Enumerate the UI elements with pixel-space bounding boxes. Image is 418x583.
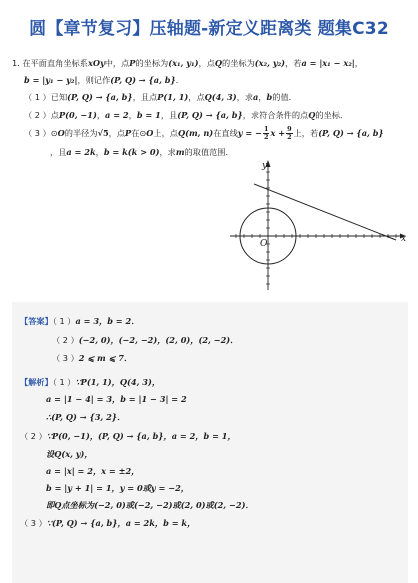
analysis-tag: 【解析】 — [20, 377, 53, 387]
fraction-denominator: 2 — [287, 133, 292, 141]
text: ，且点 — [132, 92, 158, 102]
math: (x₂, y₂) — [254, 58, 286, 68]
text: （ 1 ） — [52, 316, 76, 326]
math: (x₁, y₁) — [168, 58, 199, 68]
text: ， — [95, 147, 104, 157]
text: 在⊙ — [131, 128, 147, 138]
text: 上，若 — [293, 128, 319, 138]
answer-line-3 — [52, 352, 132, 364]
text: 的坐标． — [315, 110, 349, 120]
math: b = |y + 1| = 1，y = 0或y = −2， — [46, 483, 189, 493]
text: （ 2 ） — [20, 431, 47, 441]
math: Q(4, 3) — [204, 92, 237, 102]
analysis-line-6 — [46, 465, 139, 477]
question-part-2 — [24, 109, 348, 121]
math: P — [129, 58, 136, 68]
math: a = |x| = 2，x = ±2， — [46, 466, 140, 476]
math: O — [146, 128, 154, 138]
math: b = |y₁ − y₂| — [24, 75, 78, 85]
question-part-1 — [24, 91, 297, 103]
math: Q — [308, 110, 316, 120]
text: ，求 — [236, 92, 254, 102]
answer-line-2 — [52, 334, 238, 346]
question-part-3 — [24, 126, 384, 141]
analysis-line-3 — [46, 411, 125, 423]
text: 上，点 — [153, 128, 178, 138]
math: b — [266, 92, 273, 102]
text: ，且 — [160, 110, 178, 120]
math: a = 2 — [105, 110, 129, 120]
math: a = |x₁ − x₂| — [301, 58, 355, 68]
math: 设Q(x, y)， — [46, 449, 93, 459]
math: a = |1 − 4| = 3，b = |1 − 3| = 2 — [46, 394, 187, 404]
text: （ 2 ）点 — [24, 110, 59, 120]
text: 的值． — [272, 92, 297, 102]
analysis-line-8 — [46, 499, 254, 511]
text: ，求符合条件的点 — [242, 110, 309, 120]
math: xOy — [87, 58, 105, 68]
math: √5 — [97, 128, 109, 138]
math: 即Q点坐标为(−2, 0)或(−2, −2)或(2, 0)或(2, −2)． — [46, 500, 254, 510]
math: b = 1 — [136, 110, 161, 120]
math: O — [57, 128, 65, 138]
text: 在平面直角坐标系 — [22, 58, 88, 68]
text: 的取值范围． — [184, 147, 234, 157]
math: 2 ⩽ m ⩽ 7． — [78, 353, 133, 363]
text: （ 3 ）⊙ — [24, 128, 58, 138]
text: ． — [175, 75, 184, 85]
text: ，且 — [50, 147, 67, 157]
text: ，点 — [108, 128, 126, 138]
math: Q — [214, 58, 223, 68]
analysis-line-4 — [20, 430, 236, 442]
math: P(0, −1) — [58, 110, 97, 120]
math: (P, Q) → {a, b} — [177, 110, 243, 120]
text: ， — [354, 58, 363, 68]
analysis-line-1 — [20, 376, 160, 388]
text: ， — [96, 110, 106, 120]
question-part-3-line-2 — [50, 146, 234, 158]
math: a = 2k — [66, 147, 96, 157]
math: P(1, 1) — [157, 92, 189, 102]
math: P — [125, 128, 132, 138]
math: (P, Q) → {a, b} — [67, 92, 133, 102]
analysis-line-5 — [46, 448, 93, 460]
origin-label: O — [260, 239, 268, 249]
y-axis-label: y — [262, 161, 268, 171]
question-line-1 — [12, 57, 363, 69]
text: 的坐标为 — [135, 58, 169, 68]
coordinate-figure — [228, 158, 413, 293]
text: 在直线 — [213, 128, 238, 138]
math: ∴(P, Q) → {3, 2}． — [46, 412, 126, 422]
math: ∵P(1, 1)，Q(4, 3)， — [75, 377, 161, 387]
text: ， — [128, 110, 137, 120]
math: ∵P(0, −1)，(P, Q) → {a, b}，a = 2，b = 1， — [46, 431, 236, 441]
math: a — [253, 92, 259, 102]
math: (−2, 0)，(−2, −2)，(2, 0)，(2, −2)． — [78, 335, 239, 345]
answer-tag: 【答案】 — [20, 316, 53, 326]
fraction-numerator: 1 — [263, 125, 269, 133]
math: (P, Q) → {a, b} — [318, 128, 384, 138]
math: b = k(k > 0) — [103, 147, 160, 157]
x-axis-label: x — [401, 234, 407, 244]
fraction-denominator: 2 — [263, 133, 269, 141]
text: ， — [258, 92, 267, 102]
text: （ 1 ）已知 — [24, 92, 68, 102]
answer-line-1 — [20, 315, 139, 327]
analysis-line-9 — [20, 517, 195, 529]
math: Q(m, n) — [177, 128, 214, 138]
math: x + — [270, 128, 286, 138]
text: ，点 — [198, 58, 215, 68]
text: ，若 — [285, 58, 302, 68]
text: ，求 — [159, 147, 176, 157]
math: m — [175, 147, 185, 157]
math: y = − — [237, 128, 262, 138]
question-line-2 — [24, 74, 184, 86]
fraction — [263, 126, 270, 141]
text: 的半径为 — [64, 128, 98, 138]
text: （ 2 ） — [52, 335, 79, 345]
text: ，点 — [188, 92, 205, 102]
text: 中，点 — [104, 58, 130, 68]
math: ∵(P, Q) → {a, b}，a = 2k，b = k， — [46, 518, 196, 528]
text: （ 3 ） — [20, 518, 47, 528]
analysis-line-7 — [46, 482, 189, 494]
fraction — [286, 126, 293, 141]
text: ，则记作 — [77, 75, 111, 85]
text: （ 3 ） — [52, 353, 79, 363]
page-title: 圆【章节复习】压轴题-新定义距离类 题集C32 — [29, 19, 389, 39]
question-number: 1. — [12, 58, 20, 68]
analysis-line-2 — [46, 393, 187, 405]
fraction-numerator: 9 — [287, 125, 292, 133]
math: (P, Q) → {a, b} — [110, 75, 176, 85]
text: 的坐标为 — [222, 58, 255, 68]
math: a = 3，b = 2． — [75, 316, 140, 326]
line-graph — [254, 184, 396, 240]
axis-ticks — [236, 172, 396, 284]
text: （ 1 ） — [52, 377, 76, 387]
